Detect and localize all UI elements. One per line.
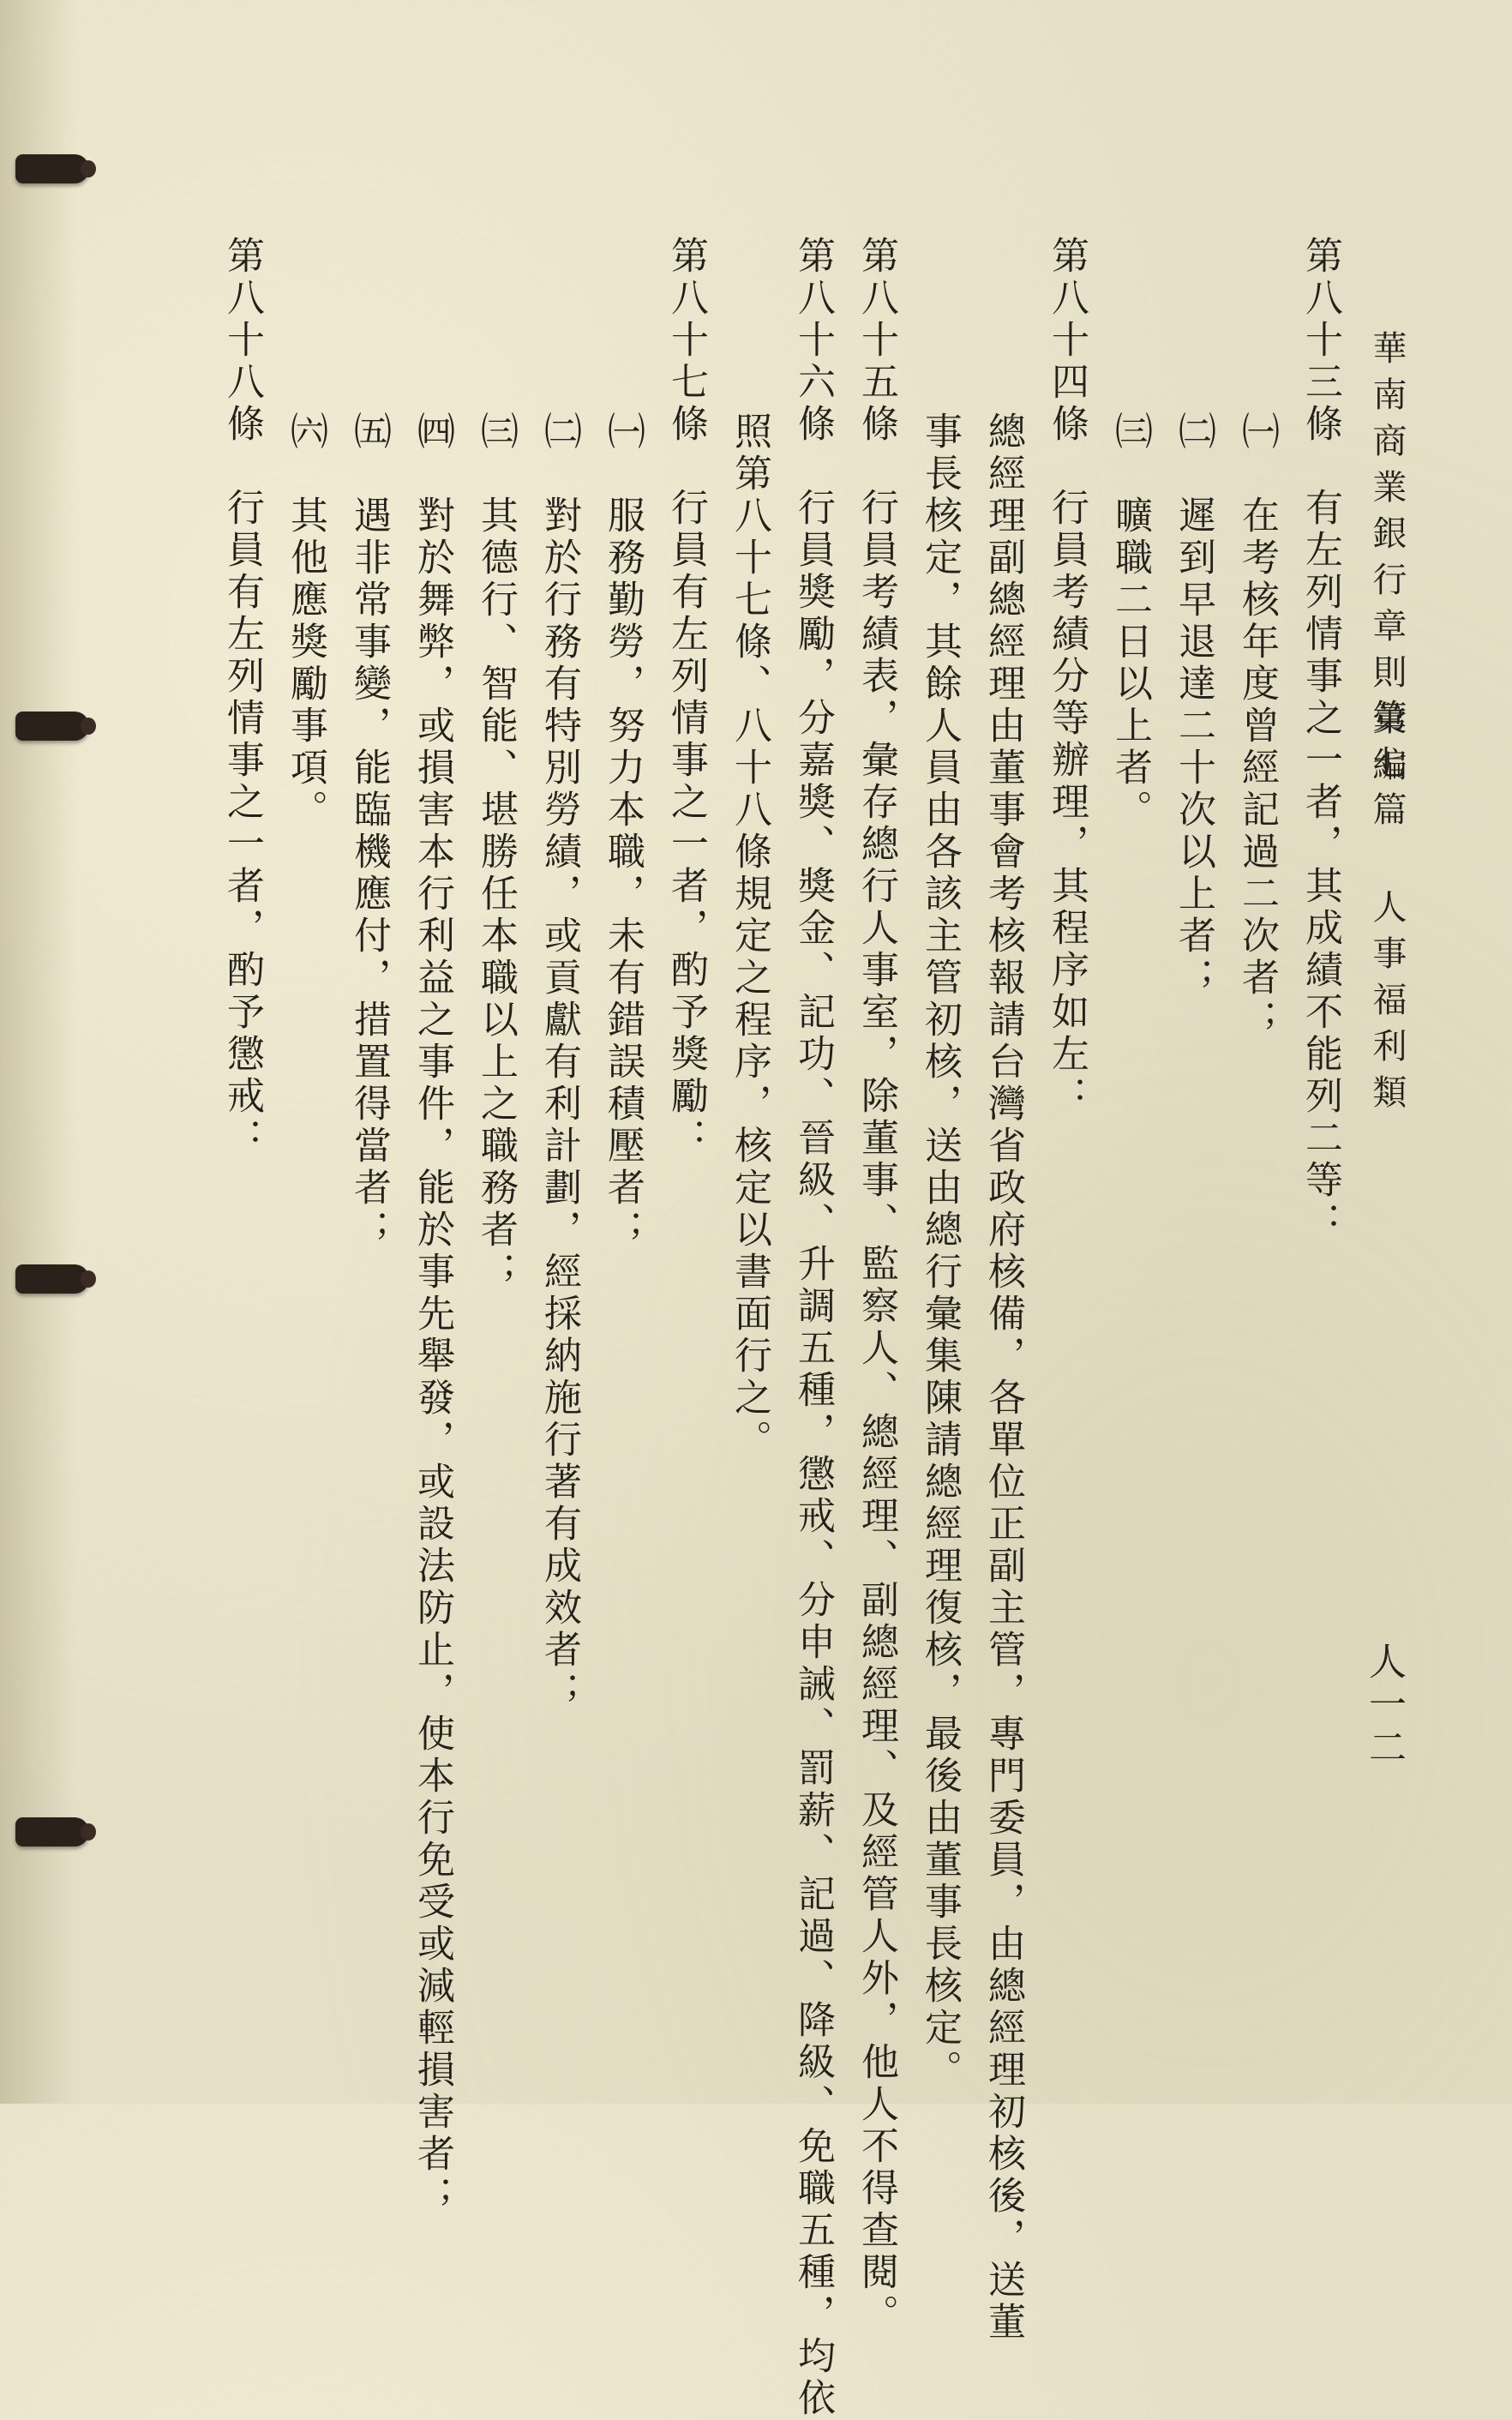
article-87-item-6: ㈥ 其他應獎勵事項。: [284, 411, 327, 832]
article-84: 第八十四條 行員考績分等辦理，其程序如左：: [1045, 236, 1089, 1118]
article-88: 第八十八條 行員有左列情事之一者，酌予懲戒：: [220, 236, 264, 1160]
binding-thread-4: [15, 1817, 89, 1847]
article-87-item-2: ㈡ 對於行務有特別勞績，或貢獻有利計劃，經採納施行著有成效者；: [537, 411, 581, 1714]
page-number: 人一二: [1362, 1642, 1406, 1770]
article-83-item-3: ㈢ 曠職二日以上者。: [1108, 411, 1152, 832]
binding-thread-2: [15, 712, 89, 741]
article-87-item-3: ㈢ 其德行、智能、堪勝任本職以上之職務者；: [474, 411, 518, 1294]
article-87-item-4: ㈣ 對於舞弊，或損害本行利益之事件，能於事先舉發，或設法防止，使本行免受或減輕損害者；: [411, 411, 454, 2218]
article-84-text-2: 事長核定，其餘人員由各該主管初核，送由總行彙集陳請總經理復核，最後由董事長核定。: [918, 411, 962, 2092]
article-86: 第八十六條 行員獎勵，分嘉獎、獎金、記功、晉級、升調五種，懲戒、分申誡、罰薪、記過、降級、免職五種，均依: [791, 236, 835, 2420]
binding-thread-1: [15, 154, 89, 183]
binding-thread-3: [15, 1264, 89, 1294]
article-87-item-5: ㈤ 遇非常事變，能臨機應付，措置得當者；: [347, 411, 391, 1252]
book-title: 華南商業銀行章則彙編: [1367, 330, 1407, 793]
article-85: 第八十五條 行員考績表，彙存總行人事室，除董事、監察人、總經理、副總經理、及經管人外，他人不得查閱。: [855, 236, 898, 2336]
section-title: 第七篇 人事福利類: [1367, 699, 1407, 1120]
article-87-item-1: ㈠ 服務勤勞，努力本職，未有錯誤積壓者；: [601, 411, 645, 1252]
page-edge-shadow: [0, 0, 77, 2104]
article-83: 第八十三條 有左列情事之一者，其成績不能列二等：: [1299, 236, 1342, 1244]
article-83-item-1: ㈠ 在考核年度曾經記過二次者；: [1235, 411, 1279, 1042]
article-87: 第八十七條 行員有左列情事之一者，酌予獎勵：: [664, 236, 708, 1160]
article-86-cont: 照第八十七條、八十八條規定之程序，核定以書面行之。: [728, 411, 771, 1462]
article-84-text-1: 總經理副總經理由董事會考核報請台灣省政府核備，各單位正副主管，專門委員，由總經理初核後，送董: [981, 411, 1025, 2344]
article-83-item-2: ㈡ 遲到早退達二十次以上者；: [1172, 411, 1215, 1000]
